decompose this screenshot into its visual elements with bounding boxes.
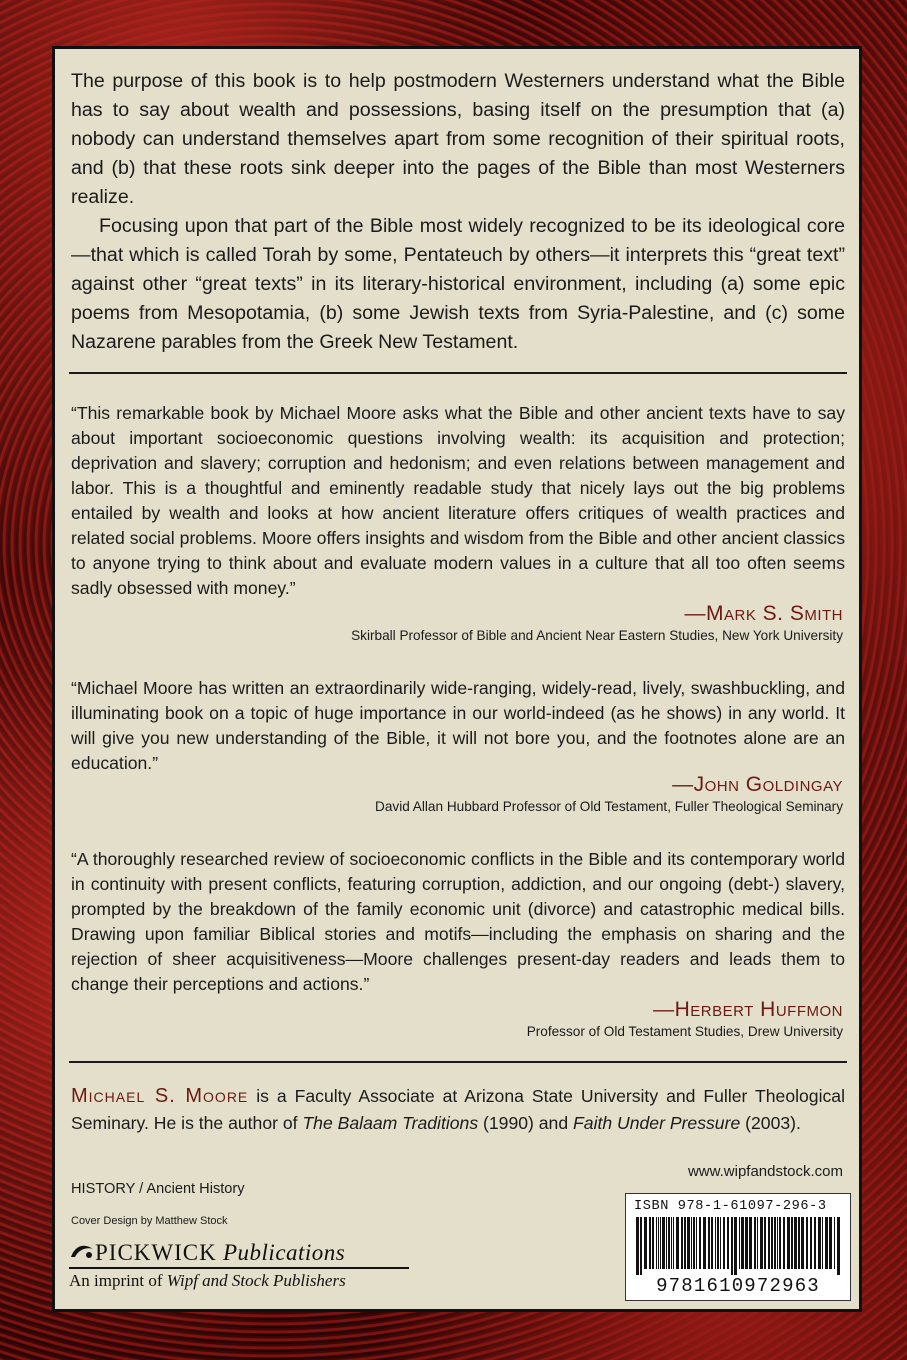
barcode-bar (801, 1217, 804, 1269)
barcode-bar (658, 1217, 659, 1269)
description-paragraph-2: Focusing upon that part of the Bible most widely recognized to be its ideological core—that which is called Torah by some, Pentateuch by others—it interprets this “great text” against other “great texts” in its literary-historical environment, including (a) some epic poems from Mesopotamia, (b) some Jewish texts from Syria-Palestine, and (c) some Nazarene parables from the Greek New Testament. (71, 215, 845, 353)
divider-rule (69, 1061, 847, 1063)
barcode-bar (768, 1217, 770, 1269)
endorsement-quote (71, 847, 845, 997)
barcode-bar (676, 1217, 679, 1269)
barcode-bar (760, 1217, 763, 1269)
publisher-emblem-icon (69, 1243, 95, 1261)
description-paragraph-1: The purpose of this book is to help postmodern Westerners understand what the Bible has to say about wealth and possessions, basing itself on the presumption that (a) nobody can understand themselves apart from some recognition of their spiritual roots, and (b) that these roots sink deeper into the pages of the Bible than most Westerners realize. (71, 70, 845, 208)
endorser-name: —Herbert Huffmon (653, 998, 843, 1021)
barcode-bar (774, 1217, 776, 1269)
book-description (71, 67, 845, 357)
barcode-bar (727, 1217, 729, 1269)
barcode-bar (754, 1217, 756, 1269)
endorser-title: Professor of Old Testament Studies, Drew University (526, 1024, 843, 1039)
barcode-bar (783, 1217, 785, 1269)
barcode-bar (837, 1217, 840, 1275)
barcode-bar (681, 1217, 683, 1269)
endorsement-quote-text: “This remarkable book by Michael Moore asks what the Bible and other ancient texts have to say about important socioeconomic questions involving wealth: its acquisition and protection; deprivation and slavery; corruption and hedonism; and even relations between management and labor. This is a thoughtful and eminently readable study that nicely lays out the big problems entailed by wealth and looks at how ancient literature offers critiques of wealth practices and related social problems. Moore offers insights and wisdom from the Bible and other ancient classics to anyone trying to think about and evaluate modern values in a culture that all too often seems sadly obsessed with money.” (71, 403, 845, 598)
publisher-logo (69, 1239, 409, 1293)
barcode-bar (741, 1217, 744, 1269)
author-book-title: Faith Under Pressure (573, 1113, 741, 1133)
imprint-prefix: An imprint of (69, 1271, 167, 1290)
barcode-bar (806, 1217, 808, 1269)
endorser-name: —Mark S. Smith (684, 602, 843, 625)
barcode-bar (711, 1217, 713, 1269)
barcode-bar (749, 1217, 752, 1269)
barcode-bar (764, 1217, 766, 1269)
author-book-title: The Balaam Traditions (302, 1113, 479, 1133)
barcode-bar (734, 1217, 737, 1275)
barcode-bar (720, 1217, 721, 1269)
barcode-box (625, 1193, 851, 1301)
barcode-bar (798, 1217, 800, 1269)
barcode-bar (668, 1217, 670, 1269)
endorsement-quote-text: “Michael Moore has written an extraordinarily wide-ranging, widely-read, lively, swashbuckling, and illuminating book on a topic of huge importance in our world-indeed (as he shows) in any world. It will give you new understanding of the Bible, it will not bore you, and the footnotes alone are an education.” (71, 678, 845, 773)
barcode-bar (696, 1217, 697, 1269)
cover-design-credit: Cover Design by Matthew Stock (71, 1215, 228, 1227)
author-bio-text: (1990) and (478, 1113, 574, 1133)
barcode-bar (717, 1217, 719, 1269)
imprint-parent: Wipf and Stock Publishers (166, 1271, 346, 1290)
barcode-bar (810, 1217, 812, 1269)
publisher-website: www.wipfandstock.com (687, 1163, 843, 1180)
barcode-bar (649, 1217, 651, 1269)
author-bio (71, 1083, 845, 1137)
barcode-bar (829, 1217, 832, 1269)
barcode-bar (757, 1217, 758, 1269)
barcode-bar (691, 1217, 692, 1269)
barcode-bars (632, 1217, 844, 1275)
ean-digits: 9781610972963 (656, 1275, 820, 1297)
endorser-name: —John Goldingay (672, 773, 843, 796)
barcode-bar (671, 1217, 672, 1269)
endorsement-quote (71, 401, 845, 601)
publisher-name-line (69, 1239, 409, 1267)
barcode-bar (779, 1217, 781, 1269)
barcode-bar (787, 1217, 790, 1269)
barcode-bar (640, 1217, 642, 1275)
endorsement-attribution (375, 772, 843, 816)
barcode-bar (794, 1217, 797, 1269)
publisher-imprint-word: Publications (222, 1240, 346, 1265)
barcode-bar (662, 1217, 665, 1269)
barcode-bar (699, 1217, 701, 1269)
barcode-bar (818, 1217, 821, 1269)
barcode-bar (673, 1217, 674, 1269)
barcode-bar (666, 1217, 667, 1269)
barcode-bar (771, 1217, 773, 1269)
endorsement-attribution (527, 997, 843, 1041)
barcode-bar (693, 1217, 695, 1269)
author-name: Michael S. Moore (71, 1085, 249, 1107)
barcode-bar (652, 1217, 654, 1269)
endorser-title: Skirball Professor of Bible and Ancient Near Eastern Studies, New York University (351, 628, 843, 643)
isbn-label: ISBN 978-1-61097-296-3 (634, 1199, 827, 1214)
divider-rule (69, 372, 847, 374)
author-bio-text: (2003). (740, 1113, 801, 1133)
endorsement-quote-text: “A thoroughly researched review of socioeconomic conflicts in the Bible and its contemporary world in continuity with present conflicts, featuring corruption, addiction, and our ongoing (debt-) slavery, prompted by the breakdown of the family economic unit (divorce) and catastrophic medical bills. Drawing upon familiar Biblical stories and motifs—including the emphasis on sharing and the rejection of sheer acquisitiveness—Moore challenges present-day readers and leads them to change their perceptions and actions.” (71, 849, 845, 994)
barcode-bar (825, 1217, 828, 1269)
imprint-line (69, 1267, 409, 1293)
barcode-bar (708, 1217, 710, 1269)
barcode-bar (636, 1217, 639, 1275)
barcode-bar (777, 1217, 778, 1269)
barcode-bar (745, 1217, 748, 1269)
barcode-bar (687, 1217, 690, 1269)
endorser-title: David Allan Hubbard Professor of Old Testament, Fuller Theological Seminary (375, 799, 843, 814)
barcode-bar (791, 1217, 793, 1269)
barcode-bar (703, 1217, 706, 1269)
publisher-name: PICKWICK (95, 1240, 217, 1265)
author-bio-text: is a Faculty Associate at Arizona State University and Fuller Theological Seminary. He is the author of (71, 1086, 845, 1133)
barcode-bar (684, 1217, 686, 1269)
barcode-bar (715, 1217, 716, 1269)
barcode-bar (834, 1217, 835, 1269)
barcode-bar (814, 1217, 816, 1269)
barcode-bar (660, 1217, 661, 1269)
barcode-bar (731, 1217, 733, 1275)
barcode-bar (723, 1217, 725, 1269)
barcode-bar (656, 1217, 657, 1269)
barcode-bar (644, 1217, 647, 1269)
endorsement-quote (71, 676, 845, 776)
back-cover-panel (52, 46, 862, 1312)
subject-category: HISTORY / Ancient History (71, 1181, 245, 1197)
endorsement-attribution (351, 601, 843, 645)
barcode-bar (822, 1217, 823, 1269)
barcode-bar (739, 1217, 740, 1269)
